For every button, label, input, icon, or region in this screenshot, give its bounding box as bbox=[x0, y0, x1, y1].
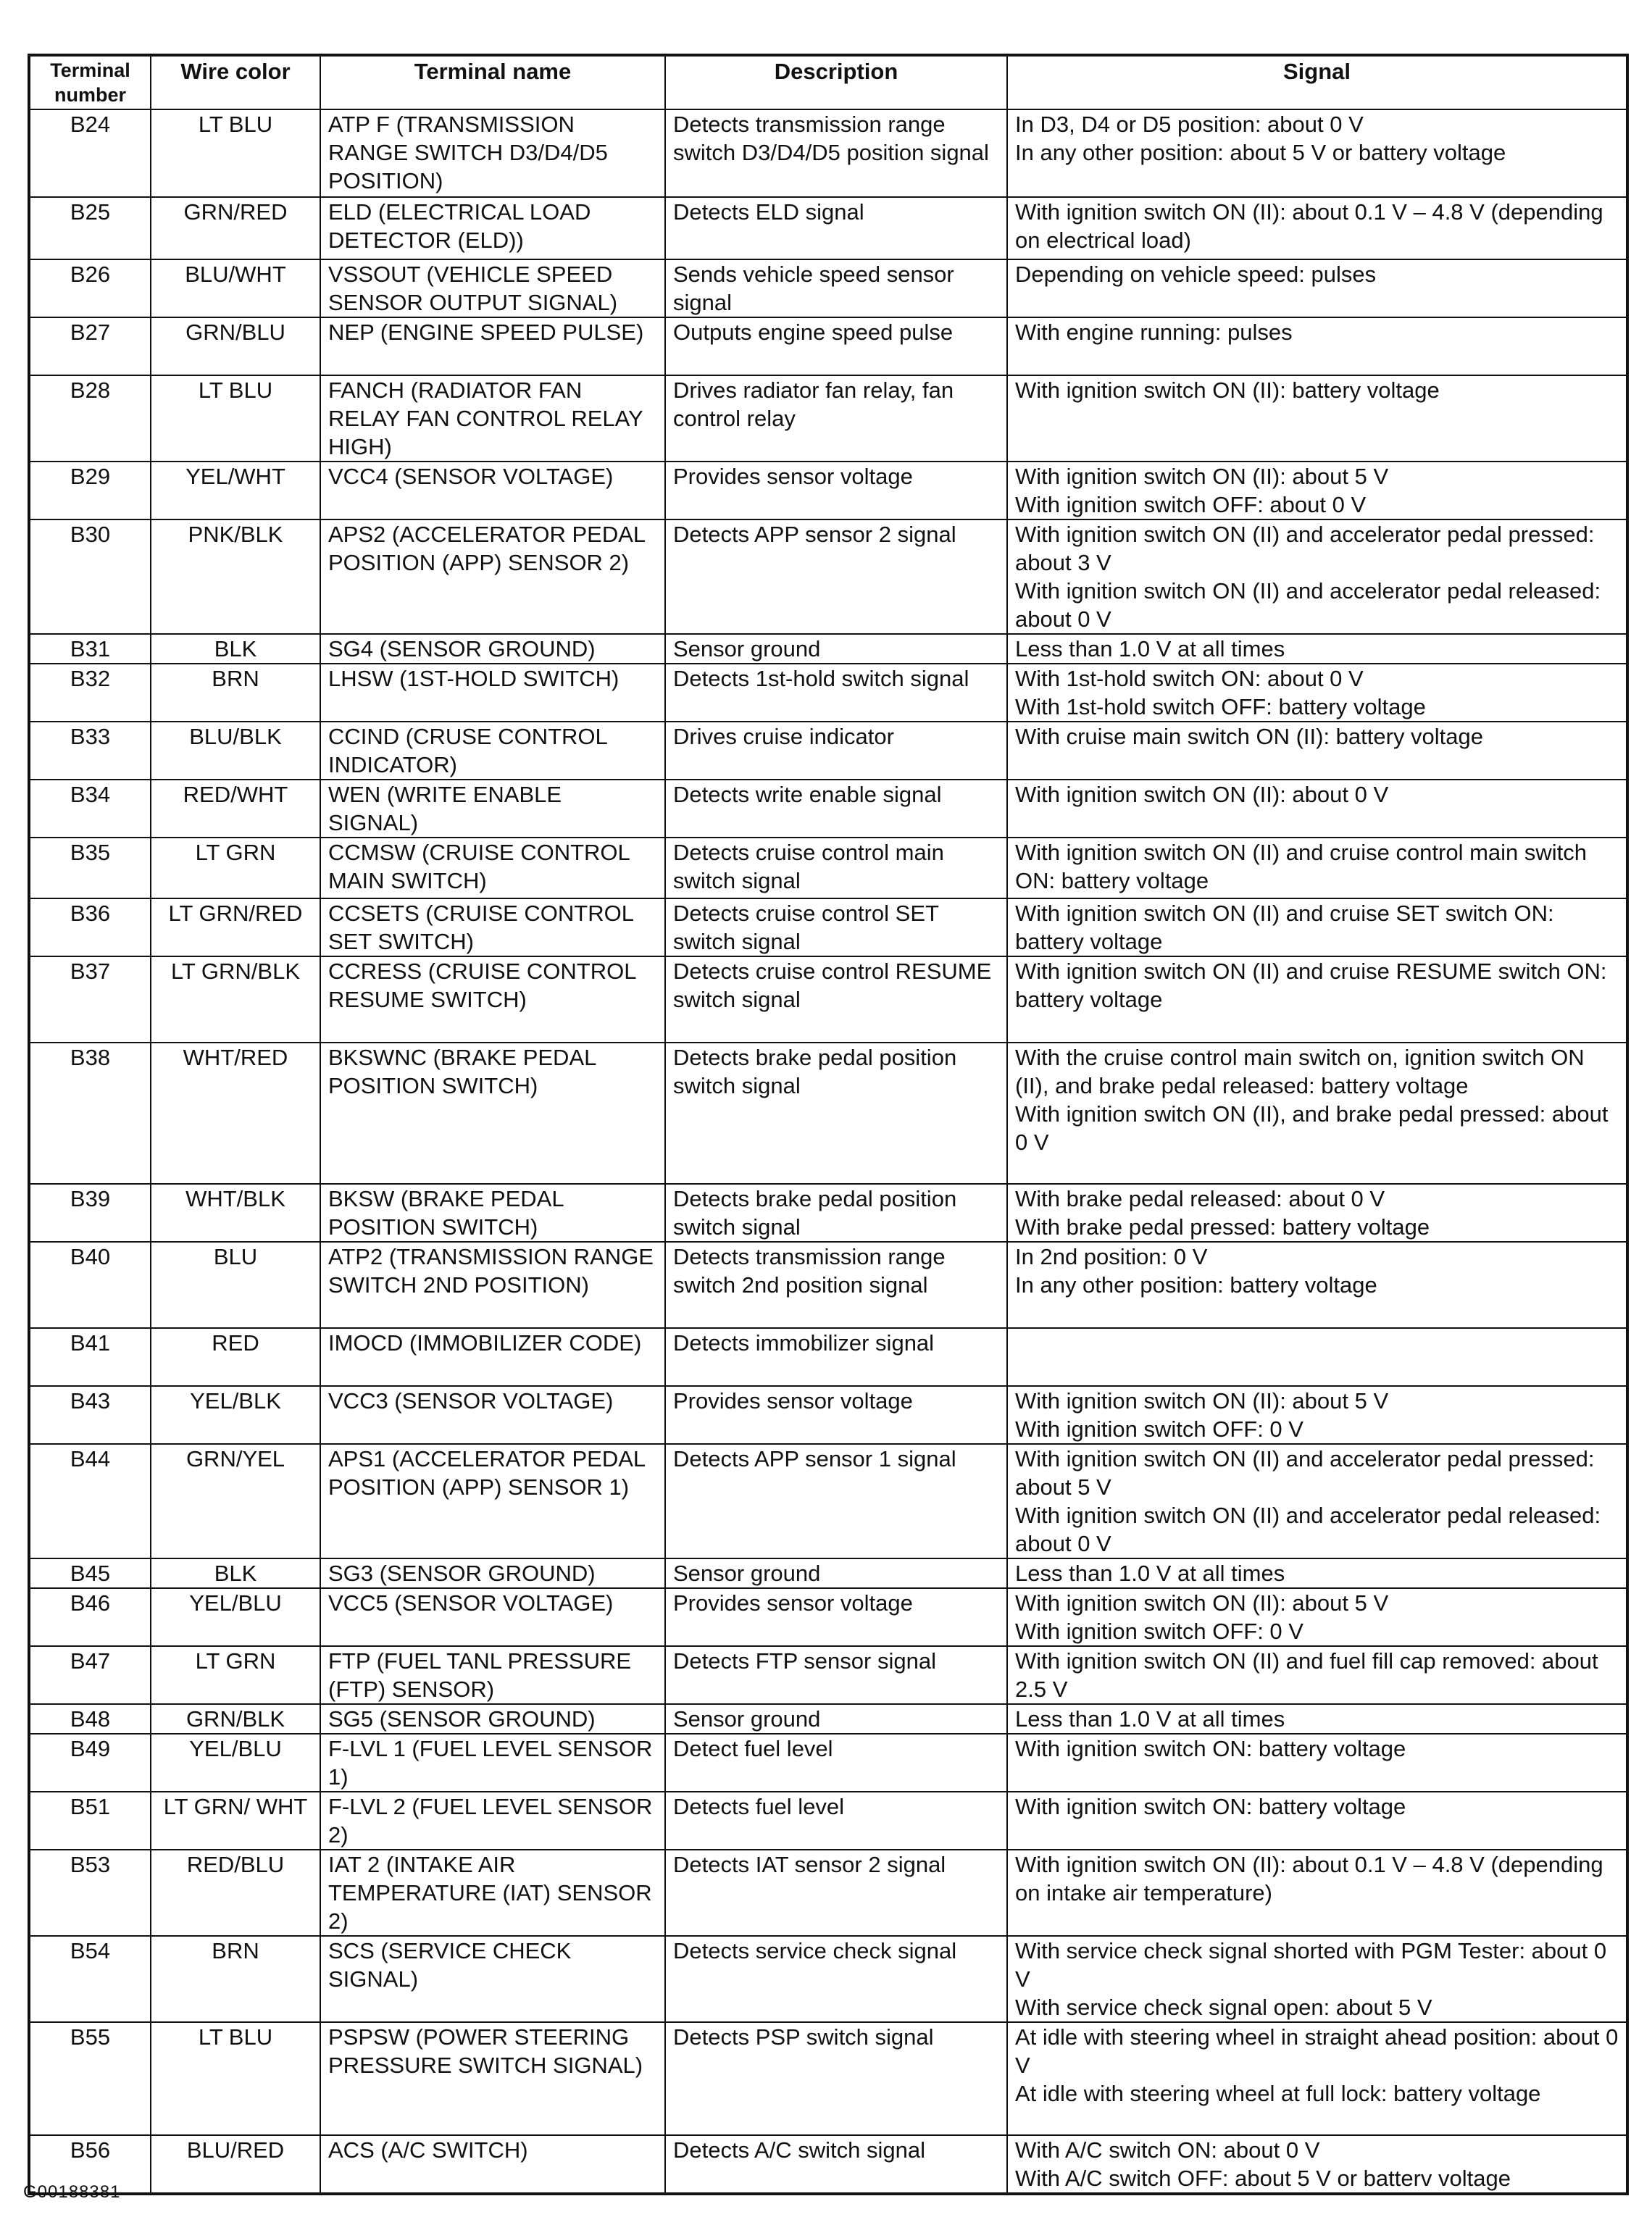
table-row bbox=[29, 519, 1627, 634]
table-row bbox=[29, 1444, 1627, 1558]
terminal-cell: B26 bbox=[29, 259, 151, 317]
wire-color-cell: BLU/RED bbox=[151, 2135, 320, 2194]
signal-line: With A/C switch OFF: about 5 V or batterv voltage bbox=[1015, 2166, 1511, 2191]
header-row bbox=[29, 55, 1627, 109]
table-row bbox=[29, 1386, 1627, 1444]
terminal-name-cell: CCMSW (CRUISE CONTROL MAIN SWITCH) bbox=[320, 838, 665, 898]
description-cell: Detects brake pedal position switch signal bbox=[665, 1043, 1007, 1184]
signal-line: In 2nd position: 0 V bbox=[1015, 1244, 1208, 1269]
signal-cell bbox=[1007, 838, 1627, 898]
header-wire-color: Wire color bbox=[151, 55, 320, 109]
wire-color-cell: LT GRN/BLK bbox=[151, 956, 320, 1043]
signal-line: With brake pedal released: about 0 V bbox=[1015, 1186, 1385, 1211]
terminal-cell: B29 bbox=[29, 462, 151, 519]
wire-color-cell: GRN/YEL bbox=[151, 1444, 320, 1558]
description-cell: Provides sensor voltage bbox=[665, 1386, 1007, 1444]
signal-line: With ignition switch ON (II): about 5 V bbox=[1015, 464, 1389, 489]
terminal-name-cell: VCC5 (SENSOR VOLTAGE) bbox=[320, 1588, 665, 1646]
signal-line: With engine running: pulses bbox=[1015, 320, 1293, 345]
terminal-name-cell: NEP (ENGINE SPEED PULSE) bbox=[320, 317, 665, 375]
wire-color-cell: LT GRN bbox=[151, 1646, 320, 1704]
description-cell: Detects cruise control main switch signal bbox=[665, 838, 1007, 898]
terminal-cell: B37 bbox=[29, 956, 151, 1043]
description-cell: Detects APP sensor 1 signal bbox=[665, 1444, 1007, 1558]
signal-cell bbox=[1007, 1850, 1627, 1936]
terminal-name-cell: SG4 (SENSOR GROUND) bbox=[320, 634, 665, 664]
signal-line: With ignition switch ON (II) and cruise RESUME switch ON: battery voltage bbox=[1015, 959, 1607, 1012]
description-cell: Detects transmission range switch 2nd position signal bbox=[665, 1242, 1007, 1328]
signal-cell bbox=[1007, 259, 1627, 317]
signal-line: At idle with steering wheel in straight ahead position: about 0 V bbox=[1015, 2024, 1619, 2078]
signal-line: With service check signal shorted with PGM Tester: about 0 V bbox=[1015, 1938, 1607, 1992]
wire-color-cell: GRN/BLU bbox=[151, 317, 320, 375]
table-row bbox=[29, 1646, 1627, 1704]
terminal-cell: B53 bbox=[29, 1850, 151, 1936]
table-row bbox=[29, 634, 1627, 664]
table-row bbox=[29, 1850, 1627, 1936]
signal-line: With ignition switch ON (II) and cruise control main switch ON: battery voltage bbox=[1015, 840, 1588, 893]
terminal-cell: B55 bbox=[29, 2022, 151, 2135]
signal-line: With ignition switch ON (II) and accelerator pedal released: about 0 V bbox=[1015, 578, 1601, 632]
wire-color-cell: YEL/BLK bbox=[151, 1386, 320, 1444]
signal-cell bbox=[1007, 2022, 1627, 2135]
description-cell: Detects cruise control SET switch signal bbox=[665, 898, 1007, 956]
description-cell: Detects write enable signal bbox=[665, 780, 1007, 838]
wire-color-cell: BLK bbox=[151, 634, 320, 664]
table-row bbox=[29, 664, 1627, 722]
signal-cell bbox=[1007, 109, 1627, 197]
wire-color-cell: PNK/BLK bbox=[151, 519, 320, 634]
table-header bbox=[29, 55, 1627, 109]
header-terminal-name: Terminal name bbox=[320, 55, 665, 109]
description-cell: Provides sensor voltage bbox=[665, 462, 1007, 519]
terminal-cell: B35 bbox=[29, 838, 151, 898]
terminal-name-cell: CCSETS (CRUISE CONTROL SET SWITCH) bbox=[320, 898, 665, 956]
terminal-cell: B31 bbox=[29, 634, 151, 664]
terminal-name-cell: VSSOUT (VEHICLE SPEED SENSOR OUTPUT SIGNAL) bbox=[320, 259, 665, 317]
description-cell: Detect fuel level bbox=[665, 1734, 1007, 1792]
signal-line: With brake pedal pressed: battery voltage bbox=[1015, 1214, 1430, 1240]
signal-line: With service check signal open: about 5 V bbox=[1015, 1995, 1432, 2020]
description-cell: Detects service check signal bbox=[665, 1936, 1007, 2022]
wire-color-cell: LT BLU bbox=[151, 2022, 320, 2135]
signal-cell bbox=[1007, 780, 1627, 838]
wire-color-cell: RED bbox=[151, 1328, 320, 1386]
description-cell: Detects cruise control RESUME switch signal bbox=[665, 956, 1007, 1043]
signal-line: With ignition switch ON (II): battery voltage bbox=[1015, 377, 1440, 403]
description-cell: Detects immobilizer signal bbox=[665, 1328, 1007, 1386]
description-cell: Detects APP sensor 2 signal bbox=[665, 519, 1007, 634]
signal-cell bbox=[1007, 1444, 1627, 1558]
terminal-name-cell: WEN (WRITE ENABLE SIGNAL) bbox=[320, 780, 665, 838]
terminal-cell: B48 bbox=[29, 1704, 151, 1734]
terminal-table bbox=[28, 54, 1629, 2195]
terminal-cell: B30 bbox=[29, 519, 151, 634]
terminal-name-cell: BKSWNC (BRAKE PEDAL POSITION SWITCH) bbox=[320, 1043, 665, 1184]
signal-line: With ignition switch OFF: 0 V bbox=[1015, 1416, 1303, 1442]
signal-cell bbox=[1007, 519, 1627, 634]
signal-cell bbox=[1007, 375, 1627, 462]
terminal-cell: B41 bbox=[29, 1328, 151, 1386]
terminal-name-cell: SG3 (SENSOR GROUND) bbox=[320, 1558, 665, 1588]
description-cell: Drives radiator fan relay, fan control relay bbox=[665, 375, 1007, 462]
table-row bbox=[29, 838, 1627, 898]
terminal-cell: B38 bbox=[29, 1043, 151, 1184]
terminal-name-cell: CCRESS (CRUISE CONTROL RESUME SWITCH) bbox=[320, 956, 665, 1043]
description-cell: Detects brake pedal position switch signal bbox=[665, 1184, 1007, 1242]
signal-cell bbox=[1007, 1704, 1627, 1734]
terminal-cell: B25 bbox=[29, 197, 151, 259]
signal-line: Less than 1.0 V at all times bbox=[1015, 1561, 1285, 1586]
terminal-name-cell: FTP (FUEL TANL PRESSURE (FTP) SENSOR) bbox=[320, 1646, 665, 1704]
signal-line: Depending on vehicle speed: pulses bbox=[1015, 262, 1377, 287]
terminal-name-cell: SG5 (SENSOR GROUND) bbox=[320, 1704, 665, 1734]
wire-color-cell: LT GRN/RED bbox=[151, 898, 320, 956]
signal-cell bbox=[1007, 956, 1627, 1043]
signal-cell bbox=[1007, 898, 1627, 956]
description-cell: Sensor ground bbox=[665, 1558, 1007, 1588]
terminal-cell: B45 bbox=[29, 1558, 151, 1588]
terminal-cell: B36 bbox=[29, 898, 151, 956]
terminal-cell: B24 bbox=[29, 109, 151, 197]
description-cell: Detects transmission range switch D3/D4/D5 position signal bbox=[665, 109, 1007, 197]
description-cell: Sensor ground bbox=[665, 634, 1007, 664]
description-cell: Detects 1st-hold switch signal bbox=[665, 664, 1007, 722]
terminal-cell: B32 bbox=[29, 664, 151, 722]
table-row bbox=[29, 2022, 1627, 2135]
wire-color-cell: BRN bbox=[151, 1936, 320, 2022]
wire-color-cell: LT BLU bbox=[151, 375, 320, 462]
terminal-name-cell: BKSW (BRAKE PEDAL POSITION SWITCH) bbox=[320, 1184, 665, 1242]
terminal-cell: B39 bbox=[29, 1184, 151, 1242]
signal-line: In any other position: battery voltage bbox=[1015, 1272, 1377, 1298]
signal-cell bbox=[1007, 722, 1627, 780]
table-row bbox=[29, 109, 1627, 197]
description-cell: Detects fuel level bbox=[665, 1792, 1007, 1850]
signal-cell bbox=[1007, 1792, 1627, 1850]
table-row bbox=[29, 1184, 1627, 1242]
description-cell: Detects ELD signal bbox=[665, 197, 1007, 259]
terminal-name-cell: ELD (ELECTRICAL LOAD DETECTOR (ELD)) bbox=[320, 197, 665, 259]
signal-line: With ignition switch ON (II): about 0.1 V – 4.8 V (depending on electrical load) bbox=[1015, 199, 1603, 253]
wire-color-cell: WHT/BLK bbox=[151, 1184, 320, 1242]
terminal-name-cell: PSPSW (POWER STEERING PRESSURE SWITCH SIGNAL) bbox=[320, 2022, 665, 2135]
table-row bbox=[29, 375, 1627, 462]
signal-line: With ignition switch ON (II): about 5 V bbox=[1015, 1388, 1389, 1414]
signal-cell bbox=[1007, 634, 1627, 664]
signal-line: With ignition switch ON (II) and fuel fill cap removed: about 2.5 V bbox=[1015, 1648, 1598, 1702]
description-cell: Drives cruise indicator bbox=[665, 722, 1007, 780]
table-row bbox=[29, 1792, 1627, 1850]
terminal-cell: B28 bbox=[29, 375, 151, 462]
signal-line: With cruise main switch ON (II): battery voltage bbox=[1015, 724, 1484, 749]
signal-line: With ignition switch ON: battery voltage bbox=[1015, 1736, 1406, 1761]
terminal-name-cell: ATP2 (TRANSMISSION RANGE SWITCH 2ND POSITION) bbox=[320, 1242, 665, 1328]
description-cell: Detects IAT sensor 2 signal bbox=[665, 1850, 1007, 1936]
terminal-name-cell: F-LVL 2 (FUEL LEVEL SENSOR 2) bbox=[320, 1792, 665, 1850]
terminal-name-cell: VCC4 (SENSOR VOLTAGE) bbox=[320, 462, 665, 519]
signal-cell bbox=[1007, 1646, 1627, 1704]
terminal-cell: B33 bbox=[29, 722, 151, 780]
terminal-cell: B46 bbox=[29, 1588, 151, 1646]
signal-cell bbox=[1007, 2135, 1627, 2194]
signal-line: With ignition switch OFF: about 0 V bbox=[1015, 492, 1367, 517]
wire-color-cell: GRN/RED bbox=[151, 197, 320, 259]
figure-code: G00188381 bbox=[23, 2182, 121, 2202]
terminal-cell: B43 bbox=[29, 1386, 151, 1444]
table-row bbox=[29, 1242, 1627, 1328]
terminal-name-cell: APS1 (ACCELERATOR PEDAL POSITION (APP) SENSOR 1) bbox=[320, 1444, 665, 1558]
signal-cell bbox=[1007, 197, 1627, 259]
signal-cell bbox=[1007, 1734, 1627, 1792]
terminal-name-cell: APS2 (ACCELERATOR PEDAL POSITION (APP) SENSOR 2) bbox=[320, 519, 665, 634]
signal-line: With ignition switch ON (II) and cruise SET switch ON: battery voltage bbox=[1015, 901, 1554, 954]
table-row bbox=[29, 1588, 1627, 1646]
wire-color-cell: BRN bbox=[151, 664, 320, 722]
wire-color-cell: LT BLU bbox=[151, 109, 320, 197]
table-row bbox=[29, 462, 1627, 519]
signal-line: With 1st-hold switch OFF: battery voltage bbox=[1015, 694, 1426, 719]
signal-cell bbox=[1007, 1588, 1627, 1646]
table-row bbox=[29, 317, 1627, 375]
signal-cell bbox=[1007, 1386, 1627, 1444]
signal-cell bbox=[1007, 1558, 1627, 1588]
terminal-cell: B54 bbox=[29, 1936, 151, 2022]
signal-line: With 1st-hold switch ON: about 0 V bbox=[1015, 666, 1364, 691]
table-body bbox=[29, 109, 1627, 2194]
terminal-name-cell: F-LVL 1 (FUEL LEVEL SENSOR 1) bbox=[320, 1734, 665, 1792]
signal-line: Less than 1.0 V at all times bbox=[1015, 1706, 1285, 1732]
signal-cell bbox=[1007, 317, 1627, 375]
signal-line: Less than 1.0 V at all times bbox=[1015, 636, 1285, 661]
description-cell: Detects FTP sensor signal bbox=[665, 1646, 1007, 1704]
wire-color-cell: RED/WHT bbox=[151, 780, 320, 838]
terminal-name-cell: IMOCD (IMMOBILIZER CODE) bbox=[320, 1328, 665, 1386]
description-cell: Detects A/C switch signal bbox=[665, 2135, 1007, 2194]
terminal-name-cell: VCC3 (SENSOR VOLTAGE) bbox=[320, 1386, 665, 1444]
terminal-name-cell: IAT 2 (INTAKE AIR TEMPERATURE (IAT) SENSOR 2) bbox=[320, 1850, 665, 1936]
signal-line: With A/C switch ON: about 0 V bbox=[1015, 2137, 1320, 2163]
wire-color-cell: WHT/RED bbox=[151, 1043, 320, 1184]
signal-cell bbox=[1007, 1043, 1627, 1184]
signal-line: With the cruise control main switch on, ignition switch ON (II), and brake pedal released: battery voltage bbox=[1015, 1045, 1585, 1098]
terminal-cell: B47 bbox=[29, 1646, 151, 1704]
signal-line: With ignition switch ON: battery voltage bbox=[1015, 1794, 1406, 1819]
signal-cell bbox=[1007, 1328, 1627, 1386]
header-description: Description bbox=[665, 55, 1007, 109]
signal-line: With ignition switch ON (II): about 0 V bbox=[1015, 782, 1389, 807]
terminal-name-cell: CCIND (CRUSE CONTROL INDICATOR) bbox=[320, 722, 665, 780]
signal-line: With ignition switch ON (II): about 5 V bbox=[1015, 1590, 1389, 1616]
terminal-cell: B49 bbox=[29, 1734, 151, 1792]
terminal-cell: B27 bbox=[29, 317, 151, 375]
signal-line: With ignition switch ON (II) and accelerator pedal pressed: about 5 V bbox=[1015, 1446, 1595, 1500]
table-row bbox=[29, 1043, 1627, 1184]
table-row bbox=[29, 259, 1627, 317]
table-row bbox=[29, 722, 1627, 780]
terminal-cell: B51 bbox=[29, 1792, 151, 1850]
terminal-cell: B40 bbox=[29, 1242, 151, 1328]
table-row bbox=[29, 197, 1627, 259]
description-cell: Sends vehicle speed sensor signal bbox=[665, 259, 1007, 317]
table-row bbox=[29, 1936, 1627, 2022]
table-row bbox=[29, 2135, 1627, 2194]
table-row bbox=[29, 898, 1627, 956]
table-row bbox=[29, 1734, 1627, 1792]
signal-cell bbox=[1007, 1242, 1627, 1328]
wire-color-cell: LT GRN bbox=[151, 838, 320, 898]
wire-color-cell: RED/BLU bbox=[151, 1850, 320, 1936]
wire-color-cell: BLK bbox=[151, 1558, 320, 1588]
signal-line: With ignition switch OFF: 0 V bbox=[1015, 1619, 1303, 1644]
signal-cell bbox=[1007, 664, 1627, 722]
table-row bbox=[29, 1328, 1627, 1386]
terminal-cell: B34 bbox=[29, 780, 151, 838]
description-cell: Outputs engine speed pulse bbox=[665, 317, 1007, 375]
description-cell: Sensor ground bbox=[665, 1704, 1007, 1734]
signal-cell bbox=[1007, 462, 1627, 519]
wire-color-cell: BLU bbox=[151, 1242, 320, 1328]
signal-line: With ignition switch ON (II), and brake pedal pressed: about 0 V bbox=[1015, 1101, 1609, 1155]
signal-line: At idle with steering wheel at full lock: battery voltage bbox=[1015, 2081, 1541, 2106]
description-cell: Detects PSP switch signal bbox=[665, 2022, 1007, 2135]
table-row bbox=[29, 780, 1627, 838]
terminal-cell: B56 bbox=[29, 2135, 151, 2194]
header-terminal-number: Terminal number bbox=[29, 55, 151, 109]
wire-color-cell: YEL/BLU bbox=[151, 1734, 320, 1792]
terminal-name-cell: SCS (SERVICE CHECK SIGNAL) bbox=[320, 1936, 665, 2022]
wire-color-cell: BLU/WHT bbox=[151, 259, 320, 317]
table-row bbox=[29, 956, 1627, 1043]
signal-line: In D3, D4 or D5 position: about 0 V bbox=[1015, 112, 1364, 137]
wire-color-cell: BLU/BLK bbox=[151, 722, 320, 780]
wire-color-cell: LT GRN/ WHT bbox=[151, 1792, 320, 1850]
signal-line: With ignition switch ON (II) and accelerator pedal pressed: about 3 V bbox=[1015, 522, 1595, 575]
header-signal: Signal bbox=[1007, 55, 1627, 109]
terminal-name-cell: ATP F (TRANSMISSION RANGE SWITCH D3/D4/D5 POSITION) bbox=[320, 109, 665, 197]
signal-cell bbox=[1007, 1936, 1627, 2022]
terminal-name-cell: LHSW (1ST-HOLD SWITCH) bbox=[320, 664, 665, 722]
signal-line: With ignition switch ON (II): about 0.1 V – 4.8 V (depending on intake air temperature) bbox=[1015, 1852, 1603, 1905]
terminal-cell: B44 bbox=[29, 1444, 151, 1558]
wire-color-cell: YEL/BLU bbox=[151, 1588, 320, 1646]
description-cell: Provides sensor voltage bbox=[665, 1588, 1007, 1646]
signal-cell bbox=[1007, 1184, 1627, 1242]
wire-color-cell: GRN/BLK bbox=[151, 1704, 320, 1734]
signal-line: With ignition switch ON (II) and accelerator pedal released: about 0 V bbox=[1015, 1503, 1601, 1556]
wire-color-cell: YEL/WHT bbox=[151, 462, 320, 519]
table-row bbox=[29, 1558, 1627, 1588]
terminal-name-cell: ACS (A/C SWITCH) bbox=[320, 2135, 665, 2194]
terminal-name-cell: FANCH (RADIATOR FAN RELAY FAN CONTROL RELAY HIGH) bbox=[320, 375, 665, 462]
table-row bbox=[29, 1704, 1627, 1734]
signal-line: In any other position: about 5 V or battery voltage bbox=[1015, 140, 1506, 165]
